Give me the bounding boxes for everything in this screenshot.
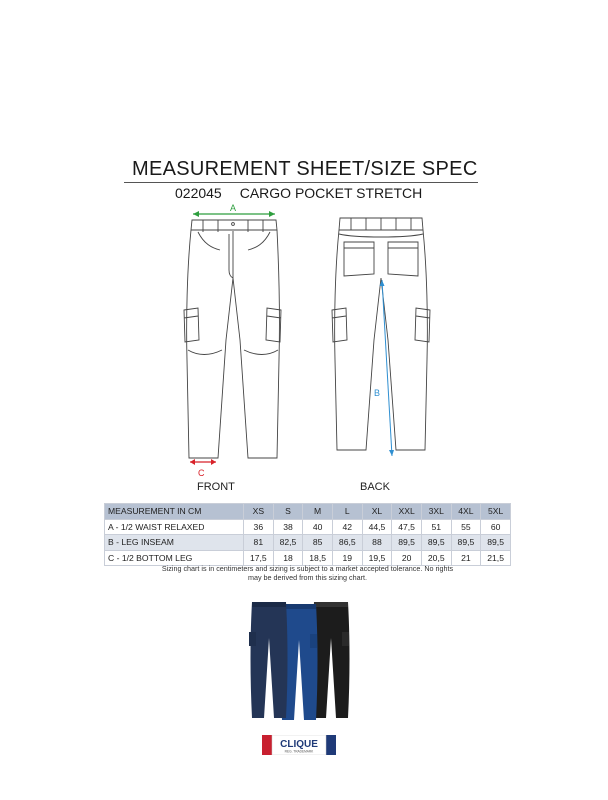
marker-a: A: [230, 203, 237, 213]
table-cell: 19,5: [362, 550, 392, 566]
size-header: S: [273, 504, 303, 520]
table-cell: 89,5: [481, 535, 511, 551]
size-header: 3XL: [421, 504, 451, 520]
sizing-disclaimer: [104, 564, 511, 582]
table-cell: 17,5: [244, 550, 274, 566]
pants-navy: [249, 602, 288, 718]
table-cell: 21: [451, 550, 481, 566]
size-header: L: [332, 504, 362, 520]
product-photo: [246, 598, 358, 724]
table-cell: 21,5: [481, 550, 511, 566]
size-header: XL: [362, 504, 392, 520]
table-cell: 51: [421, 519, 451, 535]
table-cell: 20,5: [421, 550, 451, 566]
front-pants-outline: [184, 220, 281, 458]
size-header: 5XL: [481, 504, 511, 520]
row-label: C - 1/2 BOTTOM LEG: [105, 550, 244, 566]
size-header: M: [303, 504, 333, 520]
article-number: 022045: [175, 185, 222, 201]
row-label: A - 1/2 WAIST RELAXED: [105, 519, 244, 535]
table-cell: 55: [451, 519, 481, 535]
size-header: XS: [244, 504, 274, 520]
marker-c: C: [198, 468, 205, 478]
table-cell: 42: [332, 519, 362, 535]
logo-wordmark: CLIQUE: [280, 739, 318, 750]
table-cell: 20: [392, 550, 422, 566]
size-header: XXL: [392, 504, 422, 520]
back-label: BACK: [360, 481, 390, 493]
table-cell: 19: [332, 550, 362, 566]
front-label: FRONT: [197, 481, 235, 493]
table-cell: 40: [303, 519, 333, 535]
logo-subtext: REG. TRADEMARK: [284, 749, 314, 754]
measure-c-arrow: [190, 459, 216, 465]
back-pants-outline: [332, 218, 430, 450]
table-cell: 18: [273, 550, 303, 566]
size-spec-table: [104, 503, 511, 566]
clique-logo: [262, 735, 336, 755]
marker-b: B: [374, 388, 381, 398]
article-subtitle: [175, 185, 422, 201]
page-title: MEASUREMENT SHEET/SIZE SPEC: [132, 158, 478, 180]
table-header-label: MEASUREMENT IN CM: [105, 504, 244, 520]
table-cell: 85: [303, 535, 333, 551]
title-divider: [124, 182, 478, 183]
table-cell: 36: [244, 519, 274, 535]
table-cell: 86,5: [332, 535, 362, 551]
measure-b-arrow: [380, 280, 395, 456]
disclaimer-line: may be derived from this sizing chart.: [247, 573, 368, 582]
table-cell: 89,5: [451, 535, 481, 551]
table-cell: 82,5: [273, 535, 303, 551]
disclaimer-line: Sizing chart is in centimeters and sizing is subject to a market accepted tolerance. No rights: [161, 564, 454, 573]
front-pants-drawing: [178, 200, 288, 482]
table-row: [105, 519, 511, 535]
article-name: CARGO POCKET STRETCH: [239, 185, 423, 201]
table-cell: 89,5: [421, 535, 451, 551]
table-cell: 88: [362, 535, 392, 551]
table-row: [105, 535, 511, 551]
table-header-row: [105, 504, 511, 520]
row-label: B - LEG INSEAM: [105, 535, 244, 551]
back-pants-drawing: [326, 210, 436, 470]
table-cell: 81: [244, 535, 274, 551]
table-cell: 60: [481, 519, 511, 535]
table-cell: 89,5: [392, 535, 422, 551]
table-cell: 44,5: [362, 519, 392, 535]
pants-black: [313, 602, 350, 718]
table-cell: 47,5: [392, 519, 422, 535]
table-cell: 18,5: [303, 550, 333, 566]
table-cell: 38: [273, 519, 303, 535]
size-header: 4XL: [451, 504, 481, 520]
